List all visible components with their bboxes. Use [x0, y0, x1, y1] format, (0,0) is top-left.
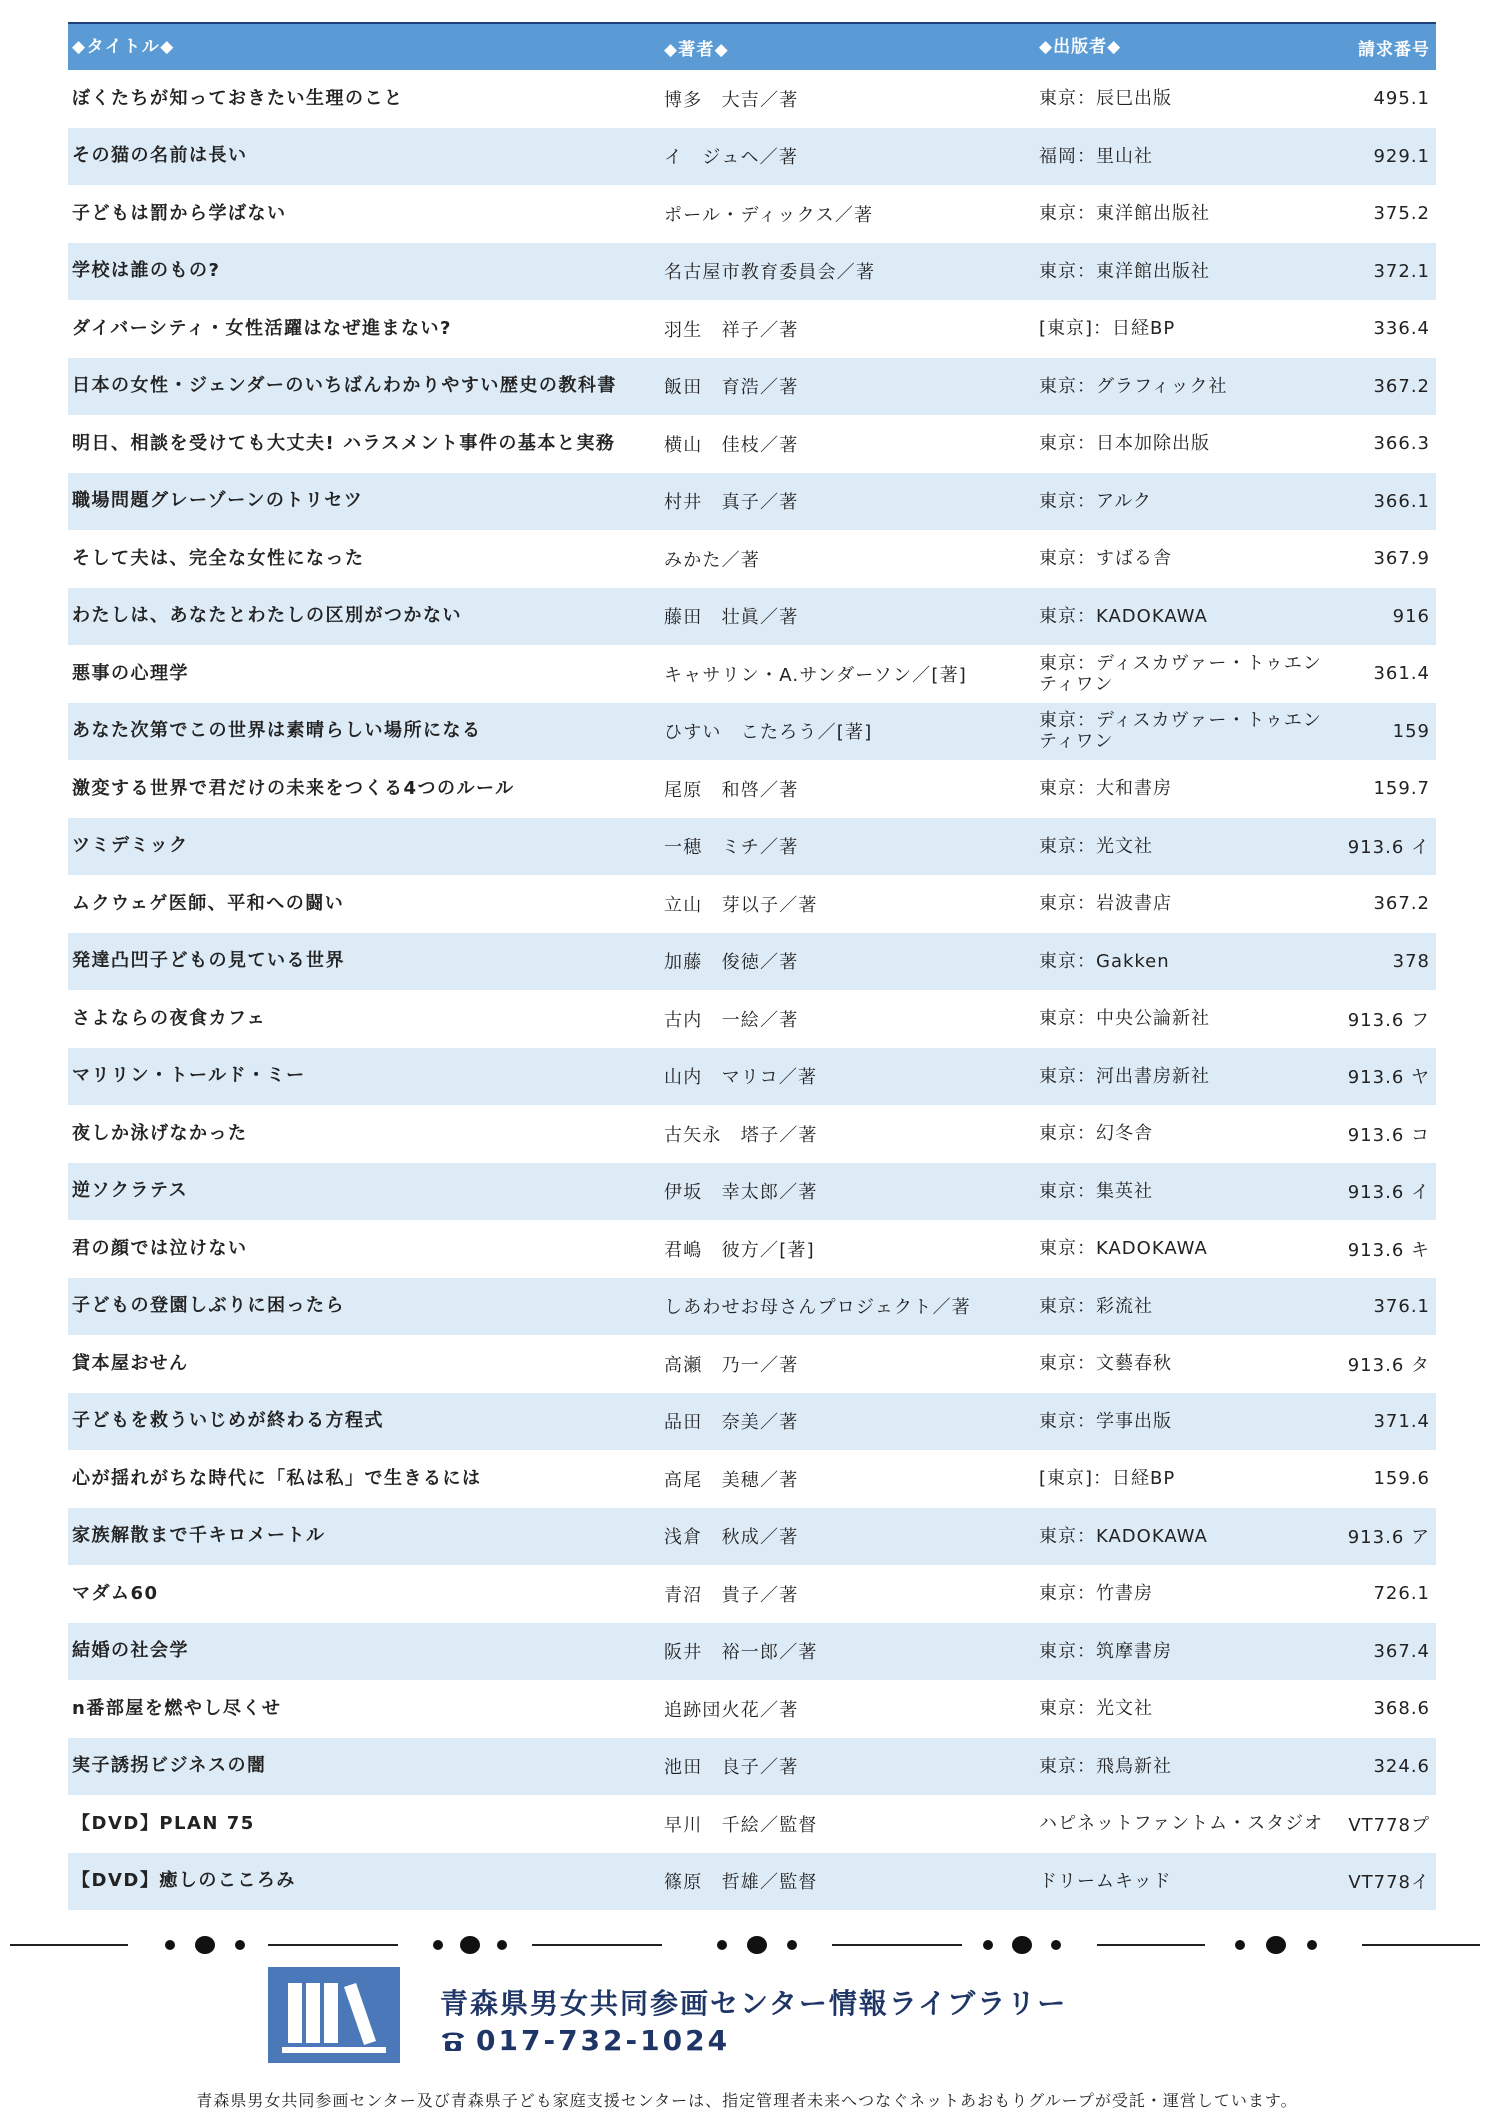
table-row [68, 760, 1436, 818]
library-books-logo [268, 1967, 400, 2063]
book-call-number: 375.2 [1373, 203, 1430, 225]
book-author: 品田 奈美／著 [664, 1412, 799, 1434]
book-author: ポール・ディックス／著 [664, 204, 874, 226]
book-title: 日本の女性・ジェンダーのいちばんわかりやすい歴史の教科書 [72, 375, 617, 397]
table-row [68, 1393, 1436, 1451]
table-row [68, 300, 1436, 358]
book-call-number: 495.1 [1373, 88, 1430, 110]
phone-icon [440, 2029, 466, 2053]
book-publisher: 東京：光文社 [1039, 835, 1153, 857]
book-title: ツミデミック [72, 835, 189, 857]
book-publisher: 東京：光文社 [1039, 1698, 1153, 1720]
book-publisher: 東京：日本加除出版 [1039, 433, 1210, 455]
book-publisher: 東京：ディスカヴァー・トゥエンティワン [1039, 652, 1322, 695]
book-publisher: 東京：すばる舎 [1039, 548, 1172, 570]
table-row [68, 1220, 1436, 1278]
book-author: しあわせお母さんプロジェクト／著 [664, 1297, 971, 1319]
book-call-number: 324.6 [1373, 1755, 1430, 1777]
operator-note: 青森県男女共同参画センター及び青森県子ども家庭支援センターは、指定管理者未来へつなぐネットあおもりグループが受託・運営しています。 [196, 2091, 1298, 2110]
book-author: 阪井 裕一郎／著 [664, 1642, 818, 1664]
header-call-number: 請求番号 [1358, 39, 1430, 60]
book-call-number: 368.6 [1373, 1698, 1430, 1720]
book-publisher: 東京：文藝春秋 [1039, 1353, 1172, 1375]
book-author: 君嶋 彼方／[著] [664, 1239, 815, 1261]
book-publisher: 福岡：里山社 [1039, 145, 1153, 167]
book-title: 悪事の心理学 [72, 662, 189, 684]
library-phone [440, 2024, 730, 2057]
table-row [68, 1795, 1436, 1853]
book-publisher: ドリームキッド [1039, 1870, 1172, 1892]
table-row [68, 1105, 1436, 1163]
book-publisher: 東京：グラフィック社 [1039, 375, 1228, 397]
book-author: 高尾 美穂／著 [664, 1469, 799, 1491]
table-row [68, 1565, 1436, 1623]
book-call-number: 367.9 [1373, 548, 1430, 570]
book-call-number: 371.4 [1373, 1410, 1430, 1432]
book-publisher: 東京：河出書房新社 [1039, 1065, 1210, 1087]
book-publisher: 東京：KADOKAWA [1039, 605, 1208, 627]
table-row [68, 703, 1436, 761]
phone-number: 017-732-1024 [476, 2024, 731, 2057]
book-title: 職場問題グレーゾーンのトリセツ [72, 490, 364, 512]
book-publisher: 東京：KADOKAWA [1039, 1525, 1208, 1547]
table-row [68, 1738, 1436, 1796]
book-title: 【DVD】PLAN 75 [72, 1812, 255, 1834]
book-author: 村井 真子／著 [664, 492, 799, 514]
header-author: ◆著者◆ [664, 39, 729, 60]
book-title: 激変する世界で君だけの未来をつくる4つのルール [72, 777, 515, 799]
book-title: 子どもは罰から学ばない [72, 202, 287, 224]
book-title: 【DVD】癒しのこころみ [72, 1870, 296, 1892]
book-call-number: 913.6 タ [1347, 1354, 1430, 1376]
table-row [68, 243, 1436, 301]
book-publisher: 東京：大和書房 [1039, 778, 1172, 800]
book-title: 家族解散まで千キロメートル [72, 1525, 326, 1547]
book-publisher: 東京：岩波書店 [1039, 893, 1172, 915]
table-row [68, 1048, 1436, 1106]
book-call-number: 913.6 ヤ [1347, 1067, 1430, 1089]
book-title: わたしは、あなたとわたしの区別がつかない [72, 605, 462, 627]
book-title: 明日、相談を受けても大丈夫! ハラスメント事件の基本と実務 [72, 432, 616, 454]
book-call-number: 916 [1392, 605, 1430, 627]
book-title: その猫の名前は長い [72, 145, 248, 167]
table-row [68, 1508, 1436, 1566]
book-title: ぼくたちが知っておきたい生理のこと [72, 87, 404, 109]
book-author: 羽生 祥子／著 [664, 319, 799, 341]
book-call-number: 376.1 [1373, 1295, 1430, 1317]
table-row [68, 645, 1436, 703]
book-publisher: 東京：竹書房 [1039, 1583, 1153, 1605]
book-title: あなた次第でこの世界は素晴らしい場所になる [72, 720, 482, 742]
book-call-number: 913.6 フ [1347, 1009, 1430, 1031]
book-publisher: 東京：集英社 [1039, 1180, 1153, 1202]
table-row [68, 1853, 1436, 1911]
book-publisher: 東京：中央公論新社 [1039, 1008, 1210, 1030]
book-publisher: 東京：辰巳出版 [1039, 88, 1172, 110]
book-author: ひすい こたろう／[著] [664, 722, 873, 744]
book-author: イ ジュヘ／著 [664, 147, 799, 169]
book-title: 君の顔では泣けない [72, 1237, 248, 1259]
table-row [68, 1163, 1436, 1221]
book-publisher: 東京：筑摩書房 [1039, 1640, 1172, 1662]
book-call-number: 367.2 [1373, 893, 1430, 915]
book-publisher: 東京：KADOKAWA [1039, 1238, 1208, 1260]
table-row [68, 818, 1436, 876]
table-row [68, 1680, 1436, 1738]
book-publisher: 東京：アルク [1039, 490, 1152, 512]
table-row [68, 990, 1436, 1048]
book-title: マリリン・トールド・ミー [72, 1065, 306, 1087]
table-row [68, 70, 1436, 128]
book-author: みかた／著 [664, 549, 760, 571]
book-title: 夜しか泳げなかった [72, 1122, 248, 1144]
book-call-number: 372.1 [1373, 260, 1430, 282]
book-author: 篠原 哲雄／監督 [664, 1872, 818, 1894]
table-row [68, 1623, 1436, 1681]
book-call-number: 367.2 [1373, 375, 1430, 397]
book-call-number: 159 [1392, 720, 1430, 742]
table-row [68, 128, 1436, 186]
book-publisher: [東京]：日経BP [1039, 1468, 1176, 1490]
book-publisher: 東京：東洋館出版社 [1039, 260, 1210, 282]
book-call-number: 929.1 [1373, 145, 1430, 167]
table-row [68, 358, 1436, 416]
table-header [68, 24, 1436, 70]
book-call-number: 913.6 イ [1347, 1182, 1430, 1204]
book-call-number: 913.6 イ [1347, 837, 1430, 859]
book-title: 貸本屋おせん [72, 1352, 189, 1374]
book-call-number: 913.6 コ [1347, 1124, 1430, 1146]
book-author: キャサリン・A.サンダーソン／[著] [664, 664, 968, 686]
book-publisher: [東京]：日経BP [1039, 318, 1176, 340]
book-publisher: 東京：学事出版 [1039, 1410, 1172, 1432]
book-title: 結婚の社会学 [72, 1640, 189, 1662]
book-title: ダイバーシティ・女性活躍はなぜ進まない? [72, 317, 452, 339]
book-publisher: 東京：飛鳥新社 [1039, 1755, 1172, 1777]
book-call-number: 159.6 [1373, 1468, 1430, 1490]
book-author: 尾原 和啓／著 [664, 779, 799, 801]
book-author: 名古屋市教育委員会／著 [664, 262, 876, 284]
book-call-number: 913.6 ア [1347, 1527, 1430, 1549]
book-publisher: 東京：ディスカヴァー・トゥエンティワン [1039, 710, 1322, 753]
book-call-number: 367.4 [1373, 1640, 1430, 1662]
header-title: ◆タイトル◆ [72, 37, 175, 57]
book-call-number: 361.4 [1373, 663, 1430, 685]
book-author: 加藤 俊徳／著 [664, 952, 799, 974]
table-row [68, 530, 1436, 588]
book-call-number: 336.4 [1373, 318, 1430, 340]
book-call-number: 366.1 [1373, 490, 1430, 512]
book-list-table [68, 22, 1436, 1910]
book-title: そして夫は、完全な女性になった [72, 547, 365, 569]
table-row [68, 588, 1436, 646]
book-author: 古矢永 塔子／著 [664, 1124, 818, 1146]
book-publisher: 東京：Gakken [1039, 950, 1170, 972]
book-title: 子どもを救ういじめが終わる方程式 [72, 1410, 384, 1432]
book-title: 発達凸凹子どもの見ている世界 [72, 950, 345, 972]
table-row [68, 1278, 1436, 1336]
book-call-number: 726.1 [1373, 1583, 1430, 1605]
book-author: 高瀬 乃一／著 [664, 1354, 799, 1376]
header-publisher: ◆出版者◆ [1039, 36, 1122, 57]
book-call-number: VT778プ [1348, 1814, 1430, 1836]
table-row [68, 933, 1436, 991]
book-publisher: ハピネットファントム・スタジオ [1039, 1813, 1324, 1835]
book-title: 実子誘拐ビジネスの闇 [72, 1755, 267, 1777]
book-author: 古内 一絵／著 [664, 1009, 799, 1031]
table-body [68, 70, 1436, 1910]
book-author: 早川 千絵／監督 [664, 1814, 818, 1836]
book-author: 一穂 ミチ／著 [664, 837, 799, 859]
book-publisher: 東京：幻冬舎 [1039, 1123, 1153, 1145]
table-row [68, 1450, 1436, 1508]
dotted-divider [0, 1930, 1494, 1960]
table-row [68, 1335, 1436, 1393]
book-call-number: 913.6 キ [1347, 1239, 1430, 1261]
book-call-number: VT778イ [1348, 1872, 1430, 1894]
book-call-number: 366.3 [1373, 433, 1430, 455]
book-author: 追跡団火花／著 [664, 1699, 799, 1721]
book-call-number: 159.7 [1373, 778, 1430, 800]
book-author: 藤田 壮眞／著 [664, 607, 799, 629]
book-title: 子どもの登園しぶりに困ったら [72, 1295, 345, 1317]
book-author: 山内 マリコ／著 [664, 1067, 818, 1089]
book-title: さよならの夜食カフェ [72, 1007, 267, 1029]
book-call-number: 378 [1392, 950, 1430, 972]
book-author: 横山 佳枝／著 [664, 434, 799, 456]
table-row [68, 473, 1436, 531]
book-publisher: 東京：東洋館出版社 [1039, 203, 1210, 225]
book-title: n番部屋を燃やし尽くせ [72, 1697, 282, 1719]
book-author: 青沼 貴子／著 [664, 1584, 799, 1606]
table-row [68, 415, 1436, 473]
book-title: 学校は誰のもの? [72, 260, 221, 282]
book-title: 逆ソクラテス [72, 1180, 189, 1202]
book-title: 心が揺れがちな時代に「私は私」で生きるには [72, 1467, 482, 1489]
book-author: 飯田 育浩／著 [664, 377, 799, 399]
library-name: 青森県男女共同参画センター情報ライブラリー [440, 1987, 1068, 2020]
book-author: 浅倉 秋成／著 [664, 1527, 799, 1549]
book-author: 池田 良子／著 [664, 1757, 799, 1779]
table-row [68, 875, 1436, 933]
book-title: マダム60 [72, 1582, 159, 1604]
book-author: 立山 芽以子／著 [664, 894, 818, 916]
table-row [68, 185, 1436, 243]
book-author: 伊坂 幸太郎／著 [664, 1182, 818, 1204]
book-publisher: 東京：彩流社 [1039, 1295, 1153, 1317]
book-author: 博多 大吉／著 [664, 89, 799, 111]
book-title: ムクウェゲ医師、平和への闘い [72, 892, 345, 914]
